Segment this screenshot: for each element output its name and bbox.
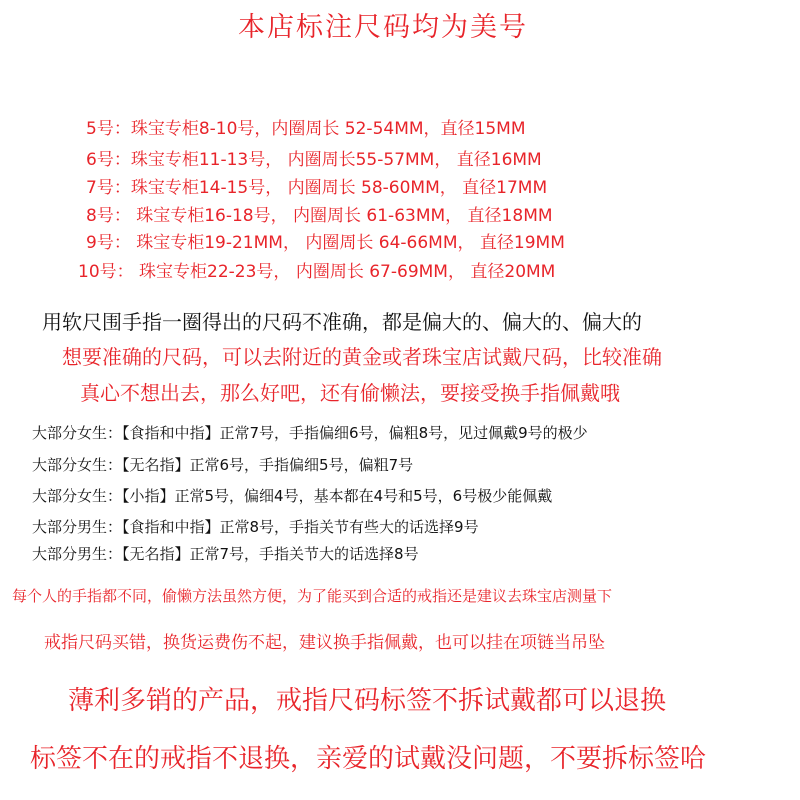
size-row-10: 10号： 珠宝专柜22-23号， 内圈周长 67-69MM， 直径20MM	[78, 262, 556, 282]
guide-female-index-middle: 大部分女生：【食指和中指】正常7号，手指偏细6号，偏粗8号，见过佩戴9号的极少	[32, 424, 588, 442]
guide-female-pinky: 大部分女生：【小指】正常5号，偏细4号，基本都在4号和5号，6号极少能佩戴	[32, 487, 553, 505]
size-row-5: 5号：珠宝专柜8-10号，内圈周长 52-54MM，直径15MM	[86, 119, 526, 139]
guide-male-index-middle: 大部分男生：【食指和中指】正常8号，手指关节有些大的话选择9号	[32, 518, 479, 536]
measure-note: 用软尺围手指一圈得出的尺码不准确，都是偏大的、偏大的、偏大的	[42, 310, 642, 334]
accurate-note: 想要准确的尺码，可以去附近的黄金或者珠宝店试戴尺码，比较准确	[62, 345, 662, 369]
size-row-6: 6号：珠宝专柜11-13号， 内圈周长55-57MM， 直径16MM	[86, 150, 542, 170]
advice-measure: 每个人的手指都不同，偷懒方法虽然方便，为了能买到合适的戒指还是建议去珠宝店测量下	[12, 587, 613, 605]
guide-female-ring: 大部分女生：【无名指】正常6号，手指偏细5号，偏粗7号	[32, 456, 414, 474]
size-row-8: 8号： 珠宝专柜16-18号， 内圈周长 61-63MM， 直径18MM	[86, 206, 553, 226]
size-row-7: 7号：珠宝专柜14-15号， 内圈周长 58-60MM， 直径17MM	[86, 178, 548, 198]
size-row-9: 9号： 珠宝专柜19-21MM， 内圈周长 64-66MM， 直径19MM	[86, 233, 565, 253]
guide-male-ring: 大部分男生：【无名指】正常7号，手指关节大的话选择8号	[32, 545, 419, 563]
lazy-note: 真心不想出去，那么好吧，还有偷懒法，要接受换手指佩戴哦	[80, 381, 620, 405]
return-policy-1: 薄利多销的产品，戒指尺码标签不拆试戴都可以退换	[68, 686, 667, 716]
return-policy-2: 标签不在的戒指不退换，亲爱的试戴没问题，不要拆标签哈	[30, 744, 707, 774]
advice-swap-finger: 戒指尺码买错，换货运费伤不起，建议换手指佩戴，也可以挂在项链当吊坠	[44, 633, 605, 653]
page-title: 本店标注尺码均为美号	[238, 12, 528, 43]
